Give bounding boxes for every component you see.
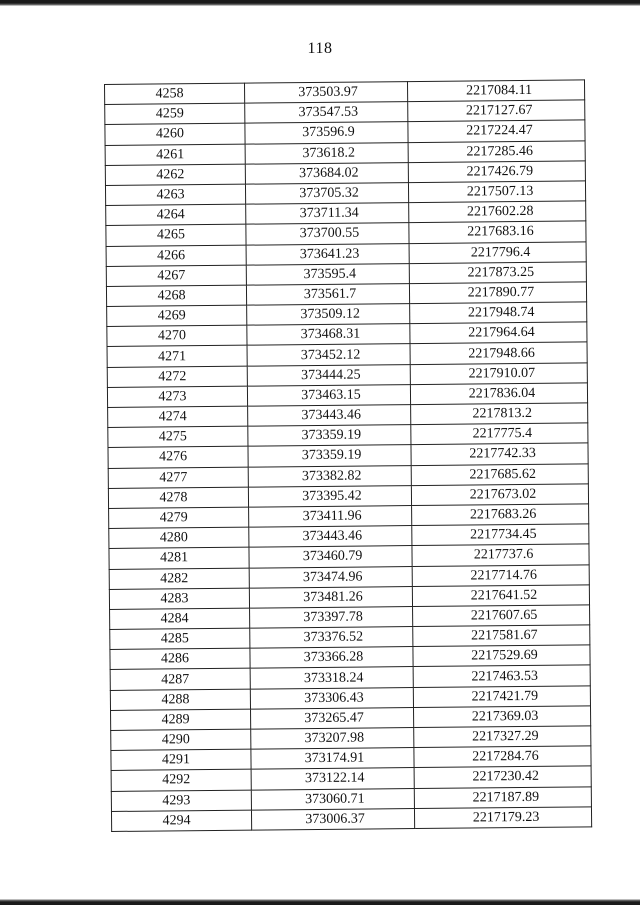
scan-edge-bottom xyxy=(0,899,640,905)
y-coordinate-cell: 2217683.26 xyxy=(412,504,589,526)
point-cell: 4276 xyxy=(108,447,248,469)
point-cell: 4262 xyxy=(105,164,245,186)
scan-edge-top xyxy=(0,0,640,6)
y-coordinate-cell: 2217737.6 xyxy=(412,544,589,566)
y-coordinate-cell: 2217673.02 xyxy=(411,484,588,506)
x-coordinate-cell: 373359.19 xyxy=(248,425,411,447)
x-coordinate-cell: 373503.97 xyxy=(244,82,407,104)
y-coordinate-cell: 2217607.65 xyxy=(413,605,590,627)
y-coordinate-cell: 2217581.67 xyxy=(413,625,590,647)
point-cell: 4293 xyxy=(111,790,251,812)
x-coordinate-cell: 373547.53 xyxy=(245,102,408,124)
x-coordinate-cell: 373481.26 xyxy=(249,586,412,608)
x-coordinate-cell: 373452.12 xyxy=(247,344,410,366)
point-cell: 4292 xyxy=(111,769,251,791)
point-cell: 4260 xyxy=(105,124,245,146)
point-cell: 4269 xyxy=(107,305,247,327)
x-coordinate-cell: 373443.46 xyxy=(248,405,411,427)
y-coordinate-cell: 2217507.13 xyxy=(408,181,585,203)
point-cell: 4285 xyxy=(110,628,250,650)
x-coordinate-cell: 373060.71 xyxy=(251,788,414,810)
x-coordinate-cell: 373463.15 xyxy=(247,384,410,406)
coordinates-table xyxy=(104,79,592,832)
x-coordinate-cell: 373366.28 xyxy=(250,647,413,669)
point-cell: 4270 xyxy=(107,325,247,347)
x-coordinate-cell: 373265.47 xyxy=(251,707,414,729)
y-coordinate-cell: 2217426.79 xyxy=(408,161,585,183)
y-coordinate-cell: 2217179.23 xyxy=(414,807,591,829)
y-coordinate-cell: 2217084.11 xyxy=(407,80,584,102)
point-cell: 4275 xyxy=(108,426,248,448)
y-coordinate-cell: 2217873.25 xyxy=(409,262,586,284)
point-cell: 4274 xyxy=(108,406,248,428)
point-cell: 4261 xyxy=(105,144,245,166)
x-coordinate-cell: 373509.12 xyxy=(247,304,410,326)
point-cell: 4266 xyxy=(106,245,246,267)
page-number: 118 xyxy=(307,40,333,57)
x-coordinate-cell: 373397.78 xyxy=(250,606,413,628)
point-cell: 4284 xyxy=(110,608,250,630)
x-coordinate-cell: 373595.4 xyxy=(246,263,409,285)
point-cell: 4289 xyxy=(111,709,251,731)
point-cell: 4282 xyxy=(109,568,249,590)
y-coordinate-cell: 2217463.53 xyxy=(413,665,590,687)
y-coordinate-cell: 2217602.28 xyxy=(409,201,586,223)
y-coordinate-cell: 2217890.77 xyxy=(409,282,586,304)
point-cell: 4286 xyxy=(110,648,250,670)
x-coordinate-cell: 373443.46 xyxy=(249,526,412,548)
point-cell: 4288 xyxy=(110,689,250,711)
point-cell: 4278 xyxy=(108,487,248,509)
y-coordinate-cell: 2217284.76 xyxy=(414,746,591,768)
y-coordinate-cell: 2217948.74 xyxy=(410,302,587,324)
x-coordinate-cell: 373561.7 xyxy=(246,283,409,305)
x-coordinate-cell: 373468.31 xyxy=(247,324,410,346)
x-coordinate-cell: 373411.96 xyxy=(249,506,412,528)
point-cell: 4271 xyxy=(107,346,247,368)
y-coordinate-cell: 2217948.66 xyxy=(410,342,587,364)
y-coordinate-cell: 2217836.04 xyxy=(410,383,587,405)
point-cell: 4287 xyxy=(110,669,250,691)
y-coordinate-cell: 2217714.76 xyxy=(412,564,589,586)
x-coordinate-cell: 373382.82 xyxy=(248,465,411,487)
y-coordinate-cell: 2217641.52 xyxy=(412,585,589,607)
y-coordinate-cell: 2217796.4 xyxy=(409,241,586,263)
y-coordinate-cell: 2217421.79 xyxy=(413,685,590,707)
point-cell: 4259 xyxy=(105,103,245,125)
y-coordinate-cell: 2217734.45 xyxy=(412,524,589,546)
x-coordinate-cell: 373006.37 xyxy=(251,808,414,830)
x-coordinate-cell: 373705.32 xyxy=(245,183,408,205)
y-coordinate-cell: 2217369.03 xyxy=(413,706,590,728)
coordinates-table-container xyxy=(104,79,591,832)
point-cell: 4263 xyxy=(105,184,245,206)
point-cell: 4281 xyxy=(109,547,249,569)
y-coordinate-cell: 2217327.29 xyxy=(414,726,591,748)
x-coordinate-cell: 373122.14 xyxy=(251,768,414,790)
y-coordinate-cell: 2217187.89 xyxy=(414,786,591,808)
x-coordinate-cell: 373684.02 xyxy=(245,162,408,184)
y-coordinate-cell: 2217127.67 xyxy=(408,100,585,122)
point-cell: 4265 xyxy=(106,224,246,246)
point-cell: 4258 xyxy=(105,83,245,105)
y-coordinate-cell: 2217285.46 xyxy=(408,140,585,162)
point-cell: 4279 xyxy=(109,507,249,529)
y-coordinate-cell: 2217742.33 xyxy=(411,443,588,465)
x-coordinate-cell: 373711.34 xyxy=(246,203,409,225)
y-coordinate-cell: 2217685.62 xyxy=(411,463,588,485)
point-cell: 4291 xyxy=(111,749,251,771)
point-cell: 4283 xyxy=(109,588,249,610)
y-coordinate-cell: 2217529.69 xyxy=(413,645,590,667)
point-cell: 4267 xyxy=(106,265,246,287)
x-coordinate-cell: 373460.79 xyxy=(249,546,412,568)
y-coordinate-cell: 2217775.4 xyxy=(411,423,588,445)
x-coordinate-cell: 373474.96 xyxy=(249,566,412,588)
point-cell: 4268 xyxy=(106,285,246,307)
coordinates-table-body xyxy=(105,80,592,832)
point-cell: 4280 xyxy=(109,527,249,549)
point-cell: 4272 xyxy=(107,366,247,388)
y-coordinate-cell: 2217910.07 xyxy=(410,362,587,384)
x-coordinate-cell: 373306.43 xyxy=(250,687,413,709)
x-coordinate-cell: 373700.55 xyxy=(246,223,409,245)
x-coordinate-cell: 373207.98 xyxy=(251,728,414,750)
point-cell: 4277 xyxy=(108,467,248,489)
x-coordinate-cell: 373596.9 xyxy=(245,122,408,144)
y-coordinate-cell: 2217813.2 xyxy=(411,403,588,425)
x-coordinate-cell: 373376.52 xyxy=(250,627,413,649)
x-coordinate-cell: 373444.25 xyxy=(247,364,410,386)
x-coordinate-cell: 373359.19 xyxy=(248,445,411,467)
x-coordinate-cell: 373618.2 xyxy=(245,142,408,164)
point-cell: 4273 xyxy=(107,386,247,408)
x-coordinate-cell: 373641.23 xyxy=(246,243,409,265)
x-coordinate-cell: 373318.24 xyxy=(250,667,413,689)
y-coordinate-cell: 2217964.64 xyxy=(410,322,587,344)
y-coordinate-cell: 2217683.16 xyxy=(409,221,586,243)
y-coordinate-cell: 2217230.42 xyxy=(414,766,591,788)
table-row xyxy=(111,807,591,832)
y-coordinate-cell: 2217224.47 xyxy=(408,120,585,142)
point-cell: 4264 xyxy=(106,204,246,226)
point-cell: 4294 xyxy=(111,810,251,832)
x-coordinate-cell: 373174.91 xyxy=(251,748,414,770)
point-cell: 4290 xyxy=(111,729,251,751)
x-coordinate-cell: 373395.42 xyxy=(248,485,411,507)
